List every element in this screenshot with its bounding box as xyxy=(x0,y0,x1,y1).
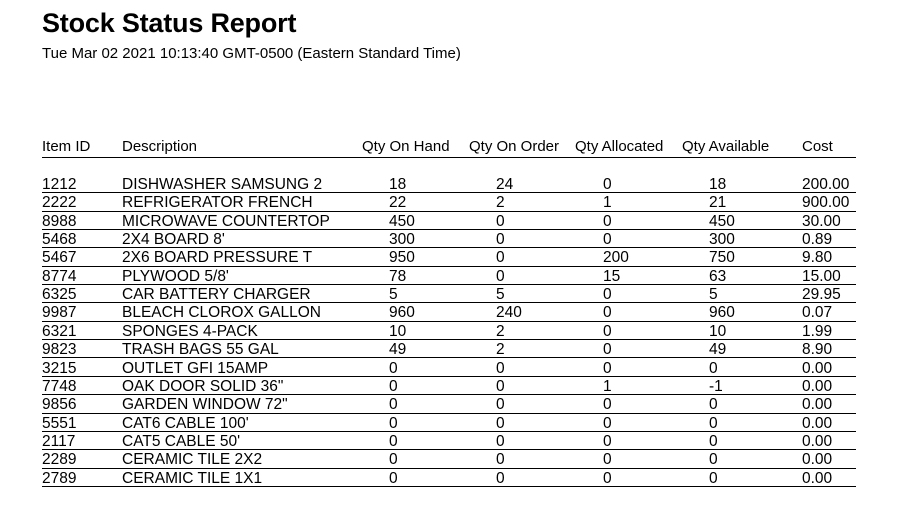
cell-description: CAT5 CABLE 50' xyxy=(122,432,241,450)
cell-qty-allocated: 200 xyxy=(603,249,629,267)
cell-cost: 9.80 xyxy=(802,249,833,267)
cell-description: 2X4 BOARD 8' xyxy=(122,231,225,249)
cell-qty-on-order: 0 xyxy=(496,359,505,377)
table-row xyxy=(0,248,897,266)
cell-qty-allocated: 0 xyxy=(603,469,612,487)
cell-qty-on-hand: 300 xyxy=(389,231,415,249)
cell-description: SPONGES 4-PACK xyxy=(122,322,258,340)
cell-qty-on-order: 0 xyxy=(496,249,505,267)
cell-qty-on-hand: 5 xyxy=(389,286,398,304)
header-qty-on-hand: Qty On Hand xyxy=(362,138,450,155)
cell-cost: 0.00 xyxy=(802,377,833,395)
cell-qty-allocated: 1 xyxy=(603,194,612,212)
table-row xyxy=(0,432,897,450)
cell-qty-allocated: 0 xyxy=(603,451,612,469)
table-row xyxy=(0,450,897,468)
cell-qty-available: 0 xyxy=(709,396,718,414)
cell-qty-on-hand: 0 xyxy=(389,396,398,414)
cell-qty-allocated: 0 xyxy=(603,231,612,249)
cell-qty-available: 0 xyxy=(709,432,718,450)
table-row xyxy=(0,377,897,395)
cell-qty-available: 450 xyxy=(709,212,735,230)
cell-qty-on-hand: 0 xyxy=(389,414,398,432)
report-title: Stock Status Report xyxy=(42,8,297,38)
cell-cost: 15.00 xyxy=(802,267,841,285)
cell-qty-on-order: 240 xyxy=(496,304,522,322)
cell-item-id: 9856 xyxy=(42,396,77,414)
cell-qty-on-order: 0 xyxy=(496,396,505,414)
cell-qty-on-order: 0 xyxy=(496,451,505,469)
cell-qty-on-order: 0 xyxy=(496,414,505,432)
cell-item-id: 3215 xyxy=(42,359,77,377)
cell-description: CERAMIC TILE 2X2 xyxy=(122,451,263,469)
cell-cost: 1.99 xyxy=(802,322,833,340)
table-row xyxy=(0,230,897,248)
cell-item-id: 6321 xyxy=(42,322,77,340)
table-row xyxy=(0,395,897,413)
cell-qty-on-hand: 18 xyxy=(389,176,407,193)
cell-description: CAR BATTERY CHARGER xyxy=(122,286,311,304)
cell-cost: 0.00 xyxy=(802,451,833,469)
header-item-id: Item ID xyxy=(42,138,91,155)
header-divider xyxy=(42,157,856,158)
cell-description: REFRIGERATOR FRENCH xyxy=(122,194,313,212)
cell-qty-on-hand: 0 xyxy=(389,432,398,450)
cell-cost: 0.89 xyxy=(802,231,833,249)
cell-qty-available: 750 xyxy=(709,249,735,267)
header-qty-allocated: Qty Allocated xyxy=(575,138,664,155)
table-row xyxy=(0,469,897,487)
cell-qty-available: 10 xyxy=(709,322,727,340)
cell-item-id: 7748 xyxy=(42,377,77,395)
cell-qty-available: 0 xyxy=(709,414,718,432)
cell-qty-on-hand: 0 xyxy=(389,359,398,377)
cell-item-id: 2222 xyxy=(42,194,77,212)
cell-item-id: 5467 xyxy=(42,249,77,267)
cell-description: OAK DOOR SOLID 36" xyxy=(122,377,284,395)
cell-cost: 0.00 xyxy=(802,469,833,487)
cell-qty-on-hand: 960 xyxy=(389,304,415,322)
cell-cost: 29.95 xyxy=(802,286,841,304)
cell-description: DISHWASHER SAMSUNG 2 xyxy=(122,176,323,193)
header-qty-on-order: Qty On Order xyxy=(469,138,560,155)
table-row xyxy=(0,414,897,432)
cell-qty-allocated: 0 xyxy=(603,396,612,414)
cell-qty-allocated: 0 xyxy=(603,341,612,359)
cell-description: TRASH BAGS 55 GAL xyxy=(122,341,279,359)
cell-qty-on-order: 2 xyxy=(496,341,505,359)
cell-cost: 0.07 xyxy=(802,304,833,322)
cell-qty-allocated: 0 xyxy=(603,432,612,450)
cell-item-id: 9823 xyxy=(42,341,77,359)
cell-qty-on-order: 2 xyxy=(496,194,505,212)
cell-qty-on-hand: 22 xyxy=(389,194,407,212)
cell-qty-available: 49 xyxy=(709,341,727,359)
cell-description: OUTLET GFI 15AMP xyxy=(122,359,269,377)
table-row xyxy=(0,359,897,377)
cell-qty-available: 21 xyxy=(709,194,727,212)
cell-qty-available: 0 xyxy=(709,469,718,487)
cell-item-id: 5468 xyxy=(42,231,77,249)
cell-cost: 0.00 xyxy=(802,414,833,432)
cell-qty-available: 63 xyxy=(709,267,727,285)
cell-qty-allocated: 0 xyxy=(603,414,612,432)
cell-qty-allocated: 0 xyxy=(603,286,612,304)
cell-description: CERAMIC TILE 1X1 xyxy=(122,469,263,487)
cell-qty-allocated: 15 xyxy=(603,267,621,285)
cell-qty-available: 0 xyxy=(709,359,718,377)
cell-qty-available: 18 xyxy=(709,176,727,193)
cell-qty-on-hand: 78 xyxy=(389,267,407,285)
cell-cost: 0.00 xyxy=(802,396,833,414)
cell-cost: 8.90 xyxy=(802,341,833,359)
cell-qty-on-hand: 49 xyxy=(389,341,407,359)
cell-qty-allocated: 0 xyxy=(603,304,612,322)
cell-qty-available: 5 xyxy=(709,286,718,304)
cell-cost: 0.00 xyxy=(802,359,833,377)
table-row xyxy=(0,285,897,303)
cell-item-id: 9987 xyxy=(42,304,77,322)
report-timestamp: Tue Mar 02 2021 10:13:40 GMT-0500 (Eastern Standard Time) xyxy=(42,45,461,62)
cell-cost: 30.00 xyxy=(802,212,841,230)
cell-item-id: 8774 xyxy=(42,267,77,285)
cell-item-id: 6325 xyxy=(42,286,77,304)
header-description: Description xyxy=(122,138,198,155)
cell-qty-on-order: 0 xyxy=(496,377,505,395)
cell-qty-allocated: 1 xyxy=(603,377,612,395)
table-row xyxy=(0,193,897,211)
cell-qty-on-hand: 450 xyxy=(389,212,415,230)
cell-cost: 200.00 xyxy=(802,176,850,193)
cell-item-id: 5551 xyxy=(42,414,77,432)
cell-item-id: 2789 xyxy=(42,469,77,487)
cell-qty-allocated: 0 xyxy=(603,359,612,377)
cell-description: PLYWOOD 5/8' xyxy=(122,267,229,285)
cell-qty-available: 960 xyxy=(709,304,735,322)
cell-qty-on-order: 0 xyxy=(496,267,505,285)
cell-description: 2X6 BOARD PRESSURE T xyxy=(122,249,313,267)
cell-description: GARDEN WINDOW 72" xyxy=(122,396,288,414)
table-row xyxy=(0,322,897,340)
cell-description: MICROWAVE COUNTERTOP xyxy=(122,212,330,230)
cell-item-id: 8988 xyxy=(42,212,77,230)
cell-qty-allocated: 0 xyxy=(603,322,612,340)
cell-qty-on-order: 24 xyxy=(496,176,514,193)
cell-qty-on-order: 0 xyxy=(496,231,505,249)
row-divider xyxy=(42,486,856,487)
cell-description: CAT6 CABLE 100' xyxy=(122,414,249,432)
header-cost: Cost xyxy=(802,138,833,155)
table-row xyxy=(0,267,897,285)
cell-item-id: 2289 xyxy=(42,451,77,469)
cell-item-id: 1212 xyxy=(42,176,77,193)
cell-cost: 900.00 xyxy=(802,194,850,212)
table-row xyxy=(0,340,897,358)
cell-qty-on-hand: 0 xyxy=(389,451,398,469)
cell-qty-allocated: 0 xyxy=(603,176,612,193)
cell-description: BLEACH CLOROX GALLON xyxy=(122,304,321,322)
cell-qty-allocated: 0 xyxy=(603,212,612,230)
cell-qty-on-order: 0 xyxy=(496,469,505,487)
cell-qty-on-hand: 950 xyxy=(389,249,415,267)
table-row xyxy=(0,175,897,193)
cell-qty-on-hand: 10 xyxy=(389,322,407,340)
table-row xyxy=(0,303,897,321)
cell-qty-on-order: 0 xyxy=(496,212,505,230)
cell-item-id: 2117 xyxy=(42,432,76,450)
cell-qty-on-order: 5 xyxy=(496,286,505,304)
header-qty-available: Qty Available xyxy=(682,138,770,155)
cell-qty-available: -1 xyxy=(709,377,723,395)
table-row xyxy=(0,212,897,230)
cell-qty-on-hand: 0 xyxy=(389,377,398,395)
cell-qty-available: 0 xyxy=(709,451,718,469)
cell-qty-on-hand: 0 xyxy=(389,469,398,487)
cell-qty-available: 300 xyxy=(709,231,735,249)
cell-qty-on-order: 0 xyxy=(496,432,505,450)
cell-qty-on-order: 2 xyxy=(496,322,505,340)
cell-cost: 0.00 xyxy=(802,432,833,450)
